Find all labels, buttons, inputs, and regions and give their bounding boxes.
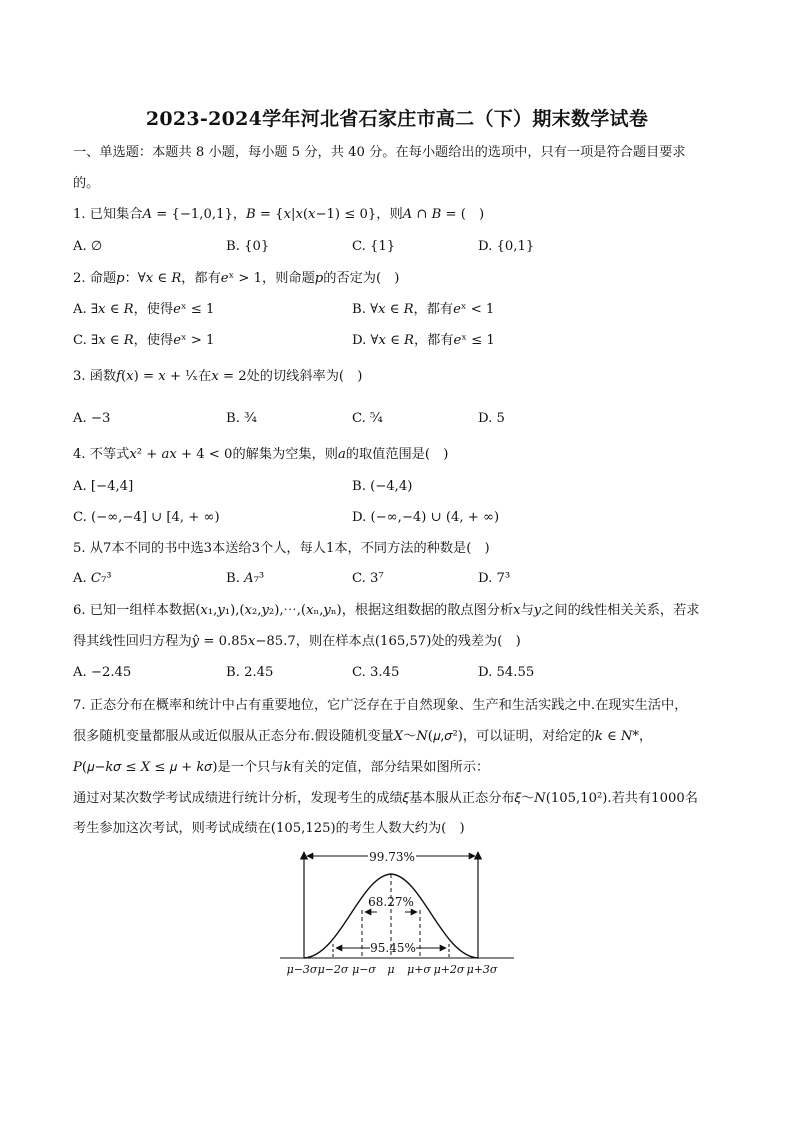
question-7-stem-line1: 7. 正态分布在概率和统计中占有重要地位，它广泛存在于自然现象、生产和生活实践之中.在现实生活中， — [73, 698, 688, 713]
question-1-option-d: D. {0,1} — [478, 239, 535, 254]
question-7-stem-line3: 𝑃(𝜇−𝑘𝜎 ≤ 𝑋 ≤ 𝜇 + 𝑘𝜎)是一个只与𝑘有关的定值，部分结果如图所示： — [73, 760, 490, 775]
question-6-stem-line2: 得其线性回归方程为𝑦̂ = 0.85𝑥−85.7，则在样本点(165,57)处的残差为( ) — [73, 634, 521, 649]
question-5-option-b: B. 𝐴₇³ — [226, 571, 265, 586]
question-5-stem: 5. 从7本不同的书中选3本送给3个人，每人1本，不同方法的种数是( ) — [73, 541, 490, 556]
label-3sigma-percent: 99.73% — [369, 850, 415, 864]
question-4-stem: 4. 不等式𝑥² + 𝑎𝑥 + 4 < 0的解集为空集，则𝑎的取值范围是( ) — [73, 447, 449, 462]
question-4-option-c: C. (−∞,−4] ∪ [4, + ∞) — [73, 510, 220, 525]
axis-label-mu-minus-sigma: μ−σ — [352, 963, 376, 976]
question-2-stem: 2. 命题𝑝：∀𝑥 ∈ 𝑅，都有𝑒ˣ > 1，则命题𝑝的否定为( ) — [73, 271, 400, 286]
axis-label-mu-plus-2sigma: μ+2σ — [433, 963, 465, 976]
question-2-option-d: D. ∀𝑥 ∈ 𝑅，都有𝑒ˣ ≤ 1 — [352, 333, 495, 348]
label-2sigma-percent: 95.45% — [370, 941, 416, 955]
question-4-option-b: B. (−4,4) — [352, 479, 413, 494]
axis-label-mu-plus-3sigma: μ+3σ — [466, 963, 498, 976]
question-2-option-c: C. ∃𝑥 ∈ 𝑅，使得𝑒ˣ > 1 — [73, 333, 215, 348]
question-3-option-a: A. −3 — [73, 411, 111, 426]
question-7-stem-line5: 考生参加这次考试，则考试成绩在(105,125)的考生人数大约为( ) — [73, 821, 465, 836]
question-1-option-b: B. {0} — [226, 239, 270, 254]
page-title: 2023-2024学年河北省石家庄市高二（下）期末数学试卷 — [145, 108, 649, 130]
question-6-stem-line1: 6. 已知一组样本数据(𝑥₁,𝑦₁),(𝑥₂,𝑦₂),⋯,(𝑥ₙ,𝑦ₙ)，根据这组数据的散点图分析𝑥与𝑦之间的线性相关关系，若求 — [73, 603, 700, 618]
question-3-option-c: C. ⁵⁄₄ — [352, 411, 383, 426]
question-1-option-a: A. ∅ — [73, 239, 103, 254]
question-3-stem: 3. 函数𝑓(𝑥) = 𝑥 + ¹⁄ₓ在𝑥 = 2处的切线斜率为( ) — [73, 369, 363, 384]
section-heading-line2: 的。 — [73, 176, 100, 191]
question-7-stem-line4: 通过对某次数学考试成绩进行统计分析，发现考生的成绩𝜉基本服从正态分布𝜉～𝑁(105,10²).若共有1000名 — [73, 791, 698, 806]
question-6-option-c: C. 3.45 — [352, 665, 400, 680]
question-4-option-a: A. [−4,4] — [73, 479, 134, 494]
question-3-option-b: B. ³⁄₄ — [226, 411, 257, 426]
question-6-option-a: A. −2.45 — [73, 665, 132, 680]
question-5-option-c: C. 3⁷ — [352, 571, 384, 586]
axis-label-mu-plus-sigma: μ+σ — [407, 963, 431, 976]
question-2-option-b: B. ∀𝑥 ∈ 𝑅，都有𝑒ˣ < 1 — [352, 302, 495, 317]
question-1-option-c: C. {1} — [352, 239, 396, 254]
question-5-option-a: A. 𝐶₇³ — [73, 571, 112, 586]
question-1-stem: 1. 已知集合𝐴 = {−1,0,1}，𝐵 = {𝑥|𝑥(𝑥−1) ≤ 0}，则𝐴 ∩ 𝐵 = ( ) — [73, 207, 485, 222]
question-6-option-b: B. 2.45 — [226, 665, 274, 680]
question-7-stem-line2: 很多随机变量都服从或近似服从正态分布.假设随机变量𝑋～𝑁(𝜇,𝜎²)，可以证明，对给定的𝑘 ∈ 𝑁*， — [73, 729, 653, 744]
question-2-option-a: A. ∃𝑥 ∈ 𝑅，使得𝑒ˣ ≤ 1 — [73, 302, 215, 317]
section-heading-line1: 一、单选题：本题共 8 小题，每小题 5 分，共 40 分。在每小题给出的选项中，只有一项是符合题目要求 — [73, 145, 686, 160]
question-6-option-d: D. 54.55 — [478, 665, 535, 680]
label-1sigma-percent: 68.27% — [368, 895, 414, 909]
normal-distribution-figure — [270, 846, 530, 978]
axis-label-mu: μ — [387, 963, 395, 976]
question-3-option-d: D. 5 — [478, 411, 505, 426]
axis-label-mu-minus-3sigma: μ−3σ — [286, 963, 318, 976]
axis-label-mu-minus-2sigma: μ−2σ — [317, 963, 349, 976]
question-4-option-d: D. (−∞,−4) ∪ (4, + ∞) — [352, 510, 500, 525]
question-5-option-d: D. 7³ — [478, 571, 511, 586]
